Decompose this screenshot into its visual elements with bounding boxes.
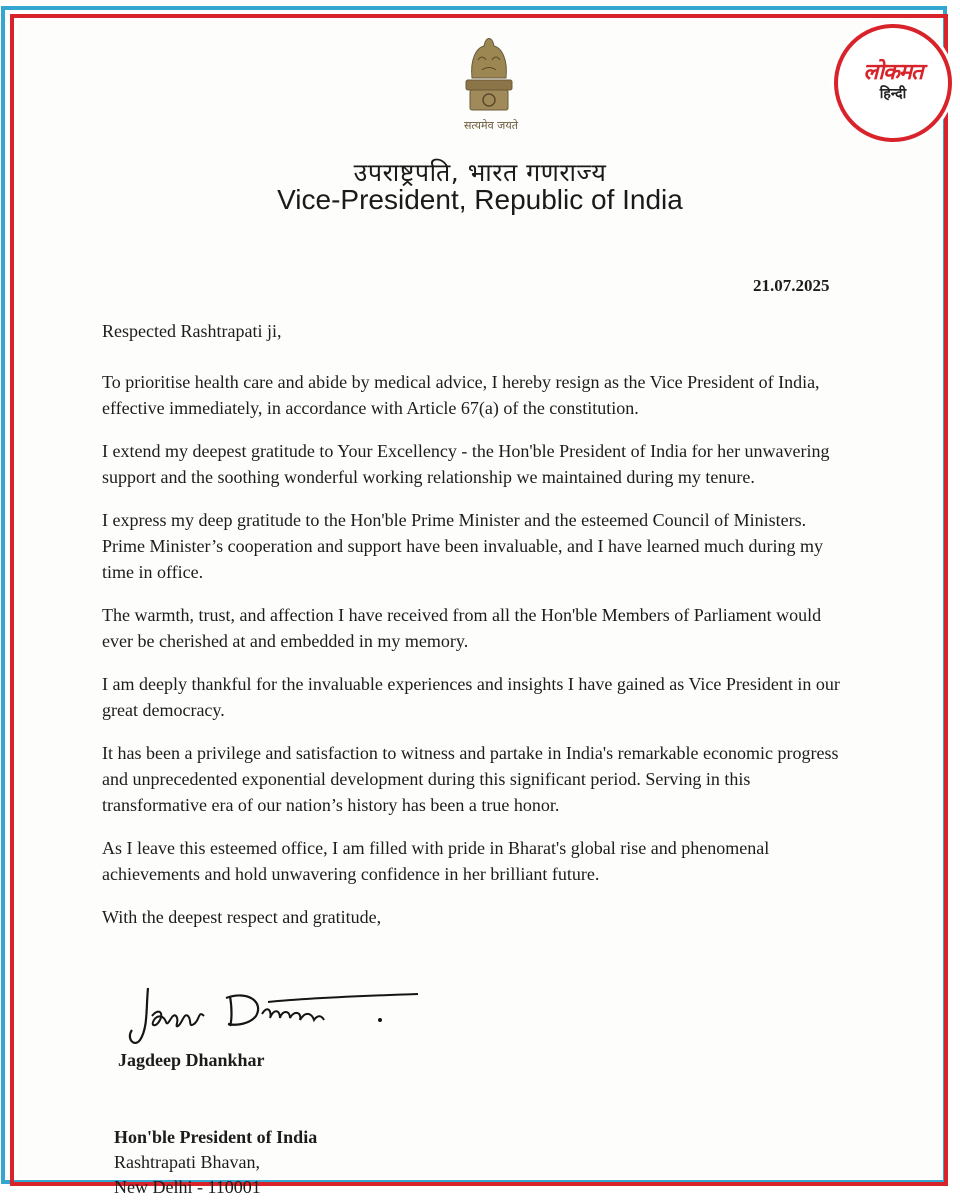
paragraph: The warmth, trust, and affection I have received from all the Hon'ble Members of Parliament would ever be cherished at and embedded in my memory. <box>102 605 822 651</box>
salutation: Respected Rashtrapati ji, <box>102 321 282 341</box>
lokmat-hindi-logo <box>834 24 952 142</box>
paragraph: I am deeply thankful for the invaluable experiences and insights I have gained as Vice President in our great democracy. <box>102 674 840 720</box>
paragraph: To prioritise health care and abide by medical advice, I hereby resign as the Vice President of India, effective immediately, in accordance with Article 67(a) of the constitution. <box>102 372 820 418</box>
logo-subtitle: हिन्दी <box>879 86 907 102</box>
paragraph: I extend my deepest gratitude to Your Excellency - the Hon'ble President of India for her unwavering support and the soothing wonderful working relationship we maintained during my tenure. <box>102 441 830 487</box>
signer-name: Jagdeep Dhankhar <box>118 1050 265 1070</box>
office-title-hindi: उपराष्ट्रपति, भारत गणराज्य <box>353 158 607 187</box>
logo-wordmark: लोकमत <box>863 60 923 85</box>
closing-line: With the deepest respect and gratitude, <box>102 907 382 927</box>
office-title-english: Vice-President, Republic of India <box>277 184 683 215</box>
recipient-city-line: New Delhi - 110001 <box>114 1177 261 1197</box>
recipient-title: Hon'ble President of India <box>114 1127 318 1147</box>
handwritten-signature <box>118 968 418 1058</box>
paragraph: It has been a privilege and satisfaction to witness and partake in India's remarkable economic progress and unprecedented exponential development during this significant period. Serving in this transformative era of our nation’s history has been a true honor. <box>102 743 839 815</box>
paragraph: I express my deep gratitude to the Hon'ble Prime Minister and the esteemed Council of Ministers. Prime Minister’s cooperation and support have been invaluable, and I have learned much during my time in office. <box>102 510 823 582</box>
recipient-address-line: Rashtrapati Bhavan, <box>114 1152 260 1172</box>
recipient-address <box>114 1125 317 1200</box>
letter-body <box>102 318 852 947</box>
letter-date: 21.07.2025 <box>753 276 830 295</box>
emblem-motto: सत्यमेव जयते <box>463 119 518 132</box>
paragraph: As I leave this esteemed office, I am filled with pride in Bharat's global rise and phenomenal achievements and hold unwavering confidence in her brilliant future. <box>102 838 770 884</box>
letter-page <box>18 20 942 1197</box>
